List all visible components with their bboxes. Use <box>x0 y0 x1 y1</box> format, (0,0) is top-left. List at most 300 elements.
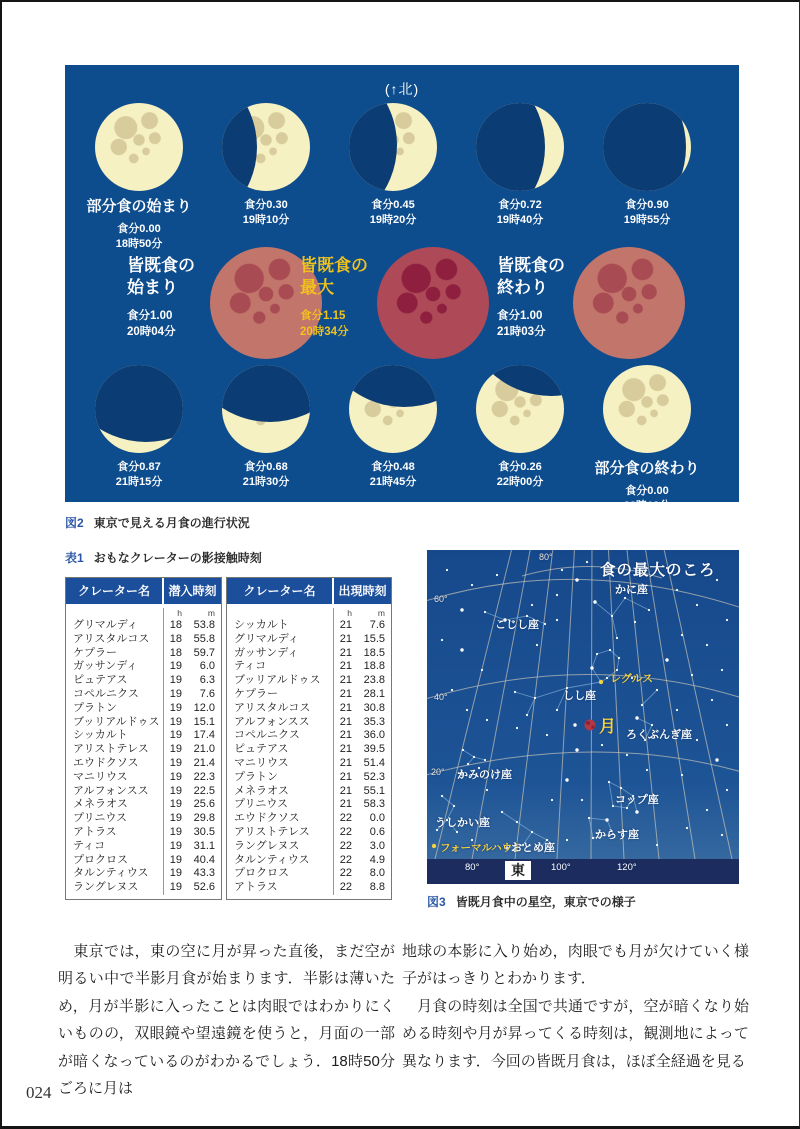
moon-partial-icon <box>476 103 564 191</box>
paragraph: 月食の時刻は全国で共通ですが，空が暗くなり始める時刻や月が昇ってくる時刻は，観測地によって異なります．今回の皆既月食は，ほぼ全経過を見る <box>402 997 749 1070</box>
crater-time <box>163 785 221 799</box>
time-hour: 21 <box>339 784 352 797</box>
time-minute: 52.6 <box>193 881 215 894</box>
time-minute: 6.0 <box>199 660 215 673</box>
crater-row <box>66 771 221 785</box>
phase-time: 19時55分 <box>623 214 671 226</box>
crater-name: シッカルト <box>73 729 128 742</box>
time-minute: 18.8 <box>363 660 385 673</box>
crater-row <box>66 660 221 674</box>
direction-east-box: 東 <box>505 861 531 880</box>
crater-row <box>227 688 391 702</box>
time-minute: 12.0 <box>193 701 215 714</box>
totality-label <box>127 255 207 340</box>
crater-name: アリストテレス <box>73 743 149 756</box>
altitude-label-60: 60° <box>434 594 448 604</box>
unit-h: h <box>347 608 352 618</box>
time-minute: 25.6 <box>193 798 215 811</box>
time-minute: 21.0 <box>193 743 215 756</box>
crater-time <box>163 812 221 826</box>
crater-name: プロクロス <box>234 867 289 880</box>
time-hour: 19 <box>169 867 182 880</box>
crater-row <box>66 674 221 688</box>
altitude-label-20: 20° <box>431 767 445 777</box>
umbra-shadow <box>349 365 437 407</box>
time-hour: 19 <box>169 729 182 742</box>
time-minute: 23.8 <box>363 674 385 687</box>
phase-magnitude: 食分0.48 <box>371 461 415 473</box>
phase-magnitude: 食分0.26 <box>498 461 542 473</box>
time-minute: 17.4 <box>193 729 215 742</box>
figure3-caption-text: 皆既月食中の星空，東京での様子 <box>455 895 636 909</box>
crater-time <box>163 688 221 702</box>
crater-name: プラトン <box>73 701 117 714</box>
crater-time <box>163 826 221 840</box>
crater-time <box>163 840 221 854</box>
crater-name: メネラオス <box>234 784 289 797</box>
unit-m: m <box>377 608 385 618</box>
crater-time <box>333 757 391 771</box>
phase-magnitude: 食分0.00 <box>117 223 161 235</box>
moon-phase-1910 <box>202 103 330 228</box>
moon-phase-1940 <box>456 103 584 228</box>
crater-row <box>66 785 221 799</box>
title-line2: 終わり <box>497 278 548 297</box>
phase-magnitude: 食分0.72 <box>498 199 542 211</box>
phase-title <box>127 255 207 299</box>
time-minute: 31.1 <box>193 839 215 852</box>
time-hour: 19 <box>169 770 182 783</box>
star-label-regulus: レグルス <box>610 673 654 685</box>
time-hour: 18 <box>169 646 182 659</box>
azimuth-label-100: 100° <box>551 862 571 873</box>
figure2-caption-text: 東京で見える月食の進行状況 <box>93 516 250 530</box>
time-minute: 58.3 <box>363 798 385 811</box>
title-line2: 始まり <box>127 278 178 297</box>
moon-phase-1955 <box>583 103 711 228</box>
phase-title <box>300 255 380 299</box>
crater-time <box>163 716 221 730</box>
crater-name: コペルニクス <box>73 687 139 700</box>
time-hour: 22 <box>339 881 352 894</box>
moon-phase-2115 <box>75 365 203 490</box>
table-header <box>66 578 221 606</box>
moon-partial-icon <box>222 365 310 453</box>
paragraph: 地球の本影に入り始め，肉眼でも月が欠けていく様子がはっきりとわかります． <box>402 943 749 988</box>
totality-end <box>497 247 697 359</box>
time-hour: 19 <box>169 715 182 728</box>
crater-name: グリマルディ <box>234 632 299 645</box>
table1-caption-label: 表1 <box>65 551 84 565</box>
umbra-shadow <box>95 365 183 442</box>
time-hour: 19 <box>169 812 182 825</box>
time-minute: 4.9 <box>369 853 385 866</box>
totality-label <box>300 255 380 340</box>
paragraph: 東京では，東の空に月が昇った直後，まだ空が明るい中で半影月食が始まります．半影は薄いため，月が半影に入ったことは肉眼ではわかりにくいものの，双眼鏡や望遠鏡を使うと，月面の一部が暗くなっているのがわかるでしょう．18時50分ごろに月は <box>58 943 395 1098</box>
crater-row <box>227 647 391 661</box>
crater-name: ピュテアス <box>73 674 128 687</box>
umbra-shadow <box>349 103 397 191</box>
constellation-label-leo: しし座 <box>563 690 596 702</box>
phase-magnitude: 食分1.00 <box>127 310 173 322</box>
moon-partial-icon <box>349 365 437 453</box>
crater-name: タルンティウス <box>73 867 149 880</box>
chart-title: 食の最大のころ <box>600 562 716 579</box>
crater-row <box>66 729 221 743</box>
crater-time <box>333 633 391 647</box>
time-minute: 0.6 <box>369 825 385 838</box>
crater-row <box>227 660 391 674</box>
time-hour: 19 <box>169 853 182 866</box>
moon-full-icon <box>603 365 691 453</box>
regulus-star <box>599 680 603 684</box>
time-minute: 52.3 <box>363 770 385 783</box>
title-line2: 最大 <box>300 278 334 297</box>
time-minute: 36.0 <box>363 729 385 742</box>
altitude-label-80: 80° <box>539 552 553 562</box>
crater-time <box>333 798 391 812</box>
phase-title: 部分食の終わり <box>594 460 700 477</box>
sky-background <box>427 550 739 859</box>
crater-time <box>163 660 221 674</box>
moon-phase-1850 <box>75 103 203 252</box>
time-hour: 22 <box>339 825 352 838</box>
crater-time <box>333 881 391 895</box>
phase-magnitude: 食分1.15 <box>300 310 346 322</box>
crater-row <box>227 619 391 633</box>
time-hour: 19 <box>169 743 182 756</box>
column-header-time: 潜入時刻 <box>168 584 217 598</box>
time-minute: 22.5 <box>193 784 215 797</box>
crater-name: エウドクソス <box>73 756 139 769</box>
crater-time <box>333 771 391 785</box>
crater-row <box>66 881 221 895</box>
star-label-fomalhaut: フォーマルハウト <box>440 842 523 854</box>
figure2-caption-label: 図2 <box>65 516 84 530</box>
unit-m: m <box>207 608 215 618</box>
time-hour: 22 <box>339 839 352 852</box>
crater-time <box>333 743 391 757</box>
crater-row <box>66 743 221 757</box>
crater-row <box>227 840 391 854</box>
crater-name: プロクロス <box>73 853 128 866</box>
crater-row <box>66 812 221 826</box>
crater-time <box>333 702 391 716</box>
figure3-caption-label: 図3 <box>427 895 446 909</box>
title-line1: 皆既食の <box>127 256 195 275</box>
phase-magnitude: 食分0.30 <box>244 199 288 211</box>
time-minute: 30.8 <box>363 701 385 714</box>
crater-name: アトラス <box>73 825 117 838</box>
umbra-shadow <box>222 365 310 422</box>
crater-row <box>227 771 391 785</box>
crater-row <box>66 757 221 771</box>
page-number: 024 <box>26 1083 52 1102</box>
crater-row <box>227 881 391 895</box>
crater-time <box>333 674 391 688</box>
time-minute: 6.3 <box>199 674 215 687</box>
time-minute: 15.5 <box>363 632 385 645</box>
crater-name: ピュテアス <box>234 743 289 756</box>
time-minute: 21.4 <box>193 756 215 769</box>
moon-phase-2200 <box>456 365 584 490</box>
fomalhaut-star <box>432 844 436 848</box>
crater-name: プリニウス <box>73 812 128 825</box>
time-hour: 19 <box>169 825 182 838</box>
time-minute: 53.8 <box>193 619 215 631</box>
moon-crescent-icon <box>603 103 691 191</box>
time-minute: 28.1 <box>363 687 385 700</box>
crater-row <box>227 716 391 730</box>
crater-name: エウドクソス <box>234 812 300 825</box>
crater-name: プリニウス <box>234 798 289 811</box>
time-hour: 19 <box>169 674 182 687</box>
crater-time <box>163 743 221 757</box>
time-hour: 19 <box>169 798 182 811</box>
crater-name: アルフォンスス <box>73 784 149 797</box>
crater-name: ティコ <box>234 660 267 673</box>
totality-label <box>497 255 577 340</box>
phase-magnitude: 食分1.00 <box>497 310 543 322</box>
phase-time: 22時00分 <box>496 476 544 488</box>
crater-name: プラトン <box>234 770 278 783</box>
constellation-label-bootes: うしかい座 <box>435 817 490 829</box>
time-hour: 21 <box>339 743 352 756</box>
time-hour: 19 <box>169 839 182 852</box>
time-hour: 21 <box>339 687 352 700</box>
crater-name: アルフォンスス <box>234 715 310 728</box>
time-minute: 0.0 <box>369 812 385 825</box>
crater-time <box>163 674 221 688</box>
star-chart-svg <box>427 550 739 884</box>
time-hour: 19 <box>169 881 182 894</box>
crater-time <box>333 619 391 633</box>
time-minute: 8.0 <box>369 867 385 880</box>
eclipsed-moon-icon <box>585 720 596 731</box>
phase-magnitude: 食分0.45 <box>371 199 415 211</box>
time-hour: 21 <box>339 715 352 728</box>
crater-row <box>66 647 221 661</box>
moon-label: 月 <box>599 717 616 736</box>
time-hour: 19 <box>169 784 182 797</box>
crater-row <box>227 826 391 840</box>
moon-full-icon <box>95 103 183 191</box>
crater-name: ティコ <box>73 839 106 852</box>
body-text-right-column <box>402 938 749 1075</box>
time-hour: 21 <box>339 770 352 783</box>
crater-row <box>227 785 391 799</box>
column-header-crater: クレーター名 <box>227 578 334 604</box>
moon-partial-icon <box>222 103 310 191</box>
moon-phase-2218 <box>583 365 711 514</box>
phase-magnitude: 食分0.00 <box>625 485 669 497</box>
figure2-caption <box>65 514 250 531</box>
title-line1: 皆既食の <box>497 256 565 275</box>
time-minute: 59.7 <box>193 646 215 659</box>
phase-title <box>497 255 577 299</box>
crater-time <box>333 867 391 881</box>
crater-row <box>227 702 391 716</box>
moon-partial-icon <box>476 365 564 453</box>
crater-time <box>163 633 221 647</box>
crater-name: ラングレヌス <box>73 881 139 894</box>
phase-time: 21時03分 <box>497 326 546 338</box>
table1-caption-text: おもなクレーターの影接触時刻 <box>93 551 262 565</box>
constellation-label-cancer: かに座 <box>615 584 648 596</box>
time-minute: 22.3 <box>193 770 215 783</box>
unit-spacer <box>227 608 333 619</box>
crater-row <box>227 867 391 881</box>
crater-name: メネラオス <box>73 798 128 811</box>
crater-time <box>333 785 391 799</box>
time-minute: 3.0 <box>369 839 385 852</box>
time-minute: 35.3 <box>363 715 385 728</box>
crater-name: シッカルト <box>234 619 289 631</box>
time-hour: 22 <box>339 812 352 825</box>
time-hour: 21 <box>339 660 352 673</box>
crater-row <box>66 688 221 702</box>
unit-row <box>66 608 221 619</box>
crater-row <box>66 633 221 647</box>
time-hour: 21 <box>339 729 352 742</box>
crater-row <box>227 812 391 826</box>
crater-row <box>227 633 391 647</box>
crater-name: タルンティウス <box>234 853 310 866</box>
crater-time <box>163 729 221 743</box>
time-hour: 19 <box>169 701 182 714</box>
unit-h: h <box>177 608 182 618</box>
umbra-shadow <box>603 103 686 191</box>
column-header-crater: クレーター名 <box>66 578 164 604</box>
phase-time: 20時34分 <box>300 326 349 338</box>
crater-name: ガッサンディ <box>234 646 299 659</box>
phase-time: 18時50分 <box>115 238 163 250</box>
time-hour: 21 <box>339 756 352 769</box>
crater-time <box>163 881 221 895</box>
crater-time <box>163 702 221 716</box>
moon-phase-2130 <box>202 365 330 490</box>
time-hour: 21 <box>339 798 352 811</box>
crater-name: ケプラー <box>234 687 278 700</box>
time-hour: 19 <box>169 687 182 700</box>
moon-phase-2145 <box>329 365 457 490</box>
time-minute: 55.1 <box>363 784 385 797</box>
time-minute: 43.3 <box>193 867 215 880</box>
time-minute: 29.8 <box>193 812 215 825</box>
azimuth-label-80: 80° <box>465 862 480 873</box>
constellation-label-crater: コップ座 <box>615 794 659 806</box>
crater-name: アリストテレス <box>234 825 310 838</box>
phase-magnitude: 食分0.87 <box>117 461 161 473</box>
crater-time <box>333 854 391 868</box>
crater-row <box>227 854 391 868</box>
crater-name: アリスタルコス <box>73 632 150 645</box>
crater-time <box>333 812 391 826</box>
crater-name: ブッリアルドゥス <box>73 715 160 728</box>
crater-name: グリマルディ <box>73 619 138 631</box>
crater-row <box>227 757 391 771</box>
time-minute: 7.6 <box>199 687 215 700</box>
phase-title: 部分食の始まり <box>86 198 192 215</box>
crater-time <box>333 647 391 661</box>
constellation-label-corvus: からす座 <box>595 829 639 841</box>
crater-row <box>66 702 221 716</box>
crater-table-immersion <box>65 577 222 900</box>
crater-time <box>163 867 221 881</box>
phase-time: 19時10分 <box>242 214 290 226</box>
crater-row <box>227 743 391 757</box>
crater-name: アトラス <box>234 881 278 894</box>
umbra-shadow <box>476 103 545 191</box>
time-minute: 8.8 <box>369 881 385 894</box>
phase-time: 19時40分 <box>496 214 544 226</box>
crater-time <box>163 647 221 661</box>
north-direction-label: (↑北) <box>384 81 420 97</box>
crater-name: コペルニクス <box>234 729 300 742</box>
body-text-left-column <box>58 938 395 1102</box>
crater-row <box>227 729 391 743</box>
azimuth-label-120: 120° <box>617 862 637 873</box>
figure3-star-chart <box>427 550 739 884</box>
crater-row <box>66 716 221 730</box>
phase-time: 21時30分 <box>242 476 290 488</box>
time-hour: 19 <box>169 756 182 769</box>
crater-time <box>163 619 221 633</box>
constellation-label-virgo: おとめ座 <box>511 842 555 854</box>
unit-spacer <box>66 608 163 619</box>
crater-time <box>163 798 221 812</box>
time-minute: 15.1 <box>193 715 215 728</box>
column-header-time: 出現時刻 <box>338 584 387 598</box>
phase-time: 21時45分 <box>369 476 417 488</box>
umbra-shadow <box>476 365 564 396</box>
crater-row <box>66 619 221 633</box>
constellation-label-leo-minor: こじし座 <box>495 619 539 631</box>
time-hour: 18 <box>169 632 182 645</box>
moon-crescent-icon <box>95 365 183 453</box>
moon-partial-icon <box>349 103 437 191</box>
phase-time: 19時20分 <box>369 214 417 226</box>
crater-row <box>227 798 391 812</box>
time-minute: 40.4 <box>193 853 215 866</box>
crater-row <box>66 854 221 868</box>
crater-row <box>227 674 391 688</box>
crater-time <box>333 716 391 730</box>
crater-time <box>163 757 221 771</box>
unit-cell <box>333 608 391 619</box>
phase-time: 22時18分 <box>623 500 671 512</box>
crater-time <box>163 771 221 785</box>
time-hour: 21 <box>339 646 352 659</box>
crater-row <box>66 826 221 840</box>
moon-phase-1920 <box>329 103 457 228</box>
phase-magnitude: 食分0.90 <box>625 199 669 211</box>
title-line1: 皆既食の <box>300 256 368 275</box>
table-body <box>66 606 221 899</box>
umbra-shadow <box>222 103 257 191</box>
crater-name: ガッサンディ <box>73 660 138 673</box>
time-minute: 7.6 <box>369 619 385 631</box>
red-moon-icon <box>573 247 685 359</box>
crater-name: ラングレヌス <box>234 839 300 852</box>
time-minute: 30.5 <box>193 825 215 838</box>
crater-name: アリスタルコス <box>234 701 311 714</box>
time-minute: 39.5 <box>363 743 385 756</box>
crater-time <box>163 854 221 868</box>
crater-name: マニリウス <box>234 756 289 769</box>
crater-table-emersion <box>226 577 392 900</box>
totality-maximum <box>300 247 500 359</box>
